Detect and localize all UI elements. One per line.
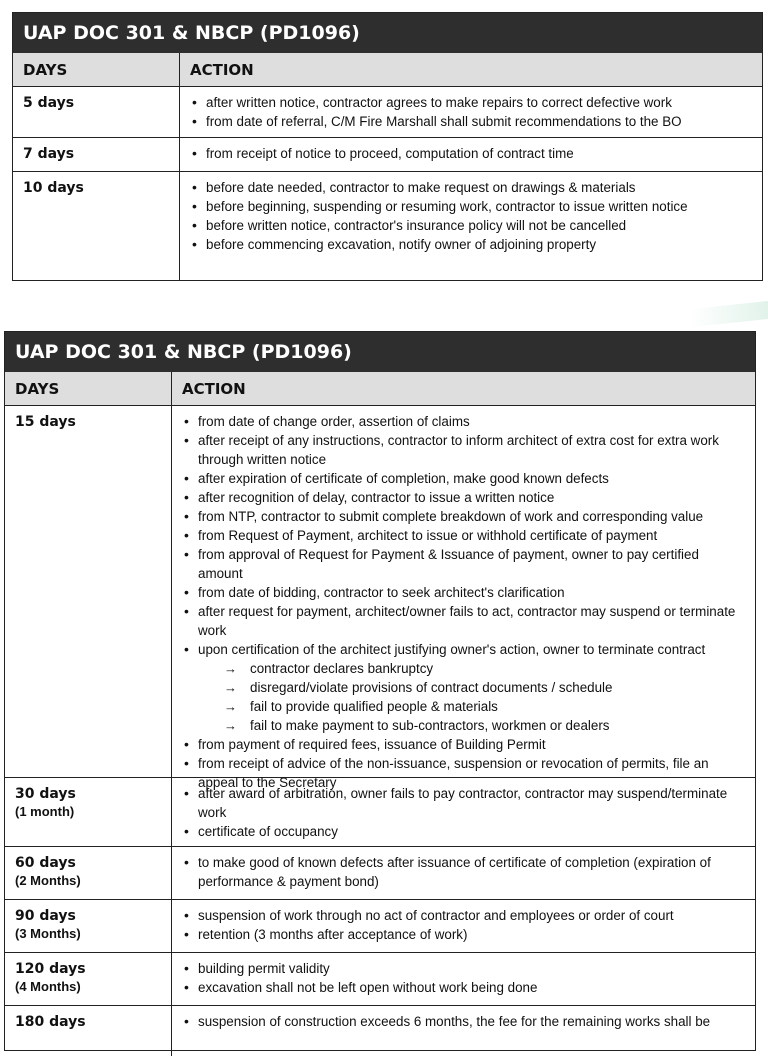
days-cell: 180 days (15, 1014, 86, 1030)
days-cell (5, 847, 171, 899)
days-sublabel: (2 Months) (15, 873, 81, 888)
list-item: • from receipt of notice to proceed, computation of contract time (206, 144, 754, 163)
table-title: UAP DOC 301 & NBCP (PD1096) (5, 332, 755, 372)
days-cell: 15 days (15, 414, 76, 430)
sub-list-item: → disregard/violate provisions of contract documents / schedule (198, 678, 747, 697)
action-cell (171, 1006, 755, 1056)
action-cell (171, 900, 755, 952)
action-cell (179, 87, 762, 137)
days-header: DAYS (23, 60, 68, 79)
list-item: • to make good of known defects after issuance of certificate of completion (expiration of performance & payment bond) (198, 853, 747, 891)
days-cell: 10 days (23, 180, 84, 196)
list-item: • before beginning, suspending or resuming work, contractor to issue written notice (206, 197, 754, 216)
list-item: • from date of bidding, contractor to seek architect's clarification (198, 583, 747, 602)
list-item: • before commencing excavation, notify owner of adjoining property (206, 235, 754, 254)
list-item: • suspension of work through no act of contractor and employees or order of court (198, 906, 747, 925)
list-item: • before written notice, contractor's insurance policy will not be cancelled (206, 216, 754, 235)
days-header: DAYS (15, 379, 60, 398)
action-cell (171, 778, 755, 846)
days-cell: 7 days (23, 146, 75, 162)
table-header (13, 53, 762, 87)
table-row (5, 847, 755, 900)
sub-list-item: → fail to make payment to sub-contractors, workmen or dealers (198, 716, 747, 735)
days-cell: 5 days (23, 95, 75, 111)
list-item: • building permit validity (198, 959, 747, 978)
list-item: • from receipt of advice of the non-issuance, suspension or revocation of permits, file an appeal to the Secretary (198, 754, 747, 792)
list-item: • from NTP, contractor to submit complete breakdown of work and corresponding value (198, 507, 747, 526)
list-item: • after receipt of any instructions, contractor to inform architect of extra cost for extra work through written notice (198, 431, 747, 469)
days-cell (5, 900, 171, 952)
list-item: • after written notice, contractor agrees to make repairs to correct defective work (206, 93, 754, 112)
days-label: 90 days (15, 908, 76, 924)
table-row (5, 900, 755, 953)
list-item: • from approval of Request for Payment & Issuance of payment, owner to pay certified amount (198, 545, 747, 583)
days-cell (5, 778, 171, 846)
table-row (13, 87, 762, 138)
corner-decoration (690, 301, 768, 327)
days-cell (5, 953, 171, 1005)
days-sublabel: (3 Months) (15, 926, 81, 941)
list-item: • certificate of occupancy (198, 822, 747, 841)
days-sublabel: (1 month) (15, 804, 75, 819)
list-item: • excavation shall not be left open without work being done (198, 978, 747, 997)
table-row (13, 172, 762, 280)
table-row (13, 138, 762, 172)
table-header (5, 372, 755, 406)
action-cell (179, 138, 762, 171)
list-item: • from date of change order, assertion of claims (198, 412, 747, 431)
action-cell (171, 953, 755, 1005)
list-item: • from date of referral, C/M Fire Marshall shall submit recommendations to the BO (206, 112, 754, 131)
action-header: ACTION (179, 53, 762, 86)
timeline-table-1 (12, 12, 763, 281)
table-row (5, 406, 755, 790)
sub-list-item: → contractor declares bankruptcy (198, 659, 747, 678)
days-label: 60 days (15, 855, 76, 871)
list-item: • upon certification of the architect justifying owner's action, owner to terminate contract (198, 640, 747, 659)
table-row (5, 953, 755, 1006)
sub-list-item: → fail to provide qualified people & materials (198, 697, 747, 716)
list-item: • retention (3 months after acceptance of work) (198, 925, 747, 944)
list-item: • before date needed, contractor to make request on drawings & materials (206, 178, 754, 197)
table-row (5, 1006, 755, 1056)
timeline-table-2 (4, 331, 756, 1051)
list-item: • from payment of required fees, issuance of Building Permit (198, 735, 747, 754)
list-item: • from Request of Payment, architect to issue or withhold certificate of payment (198, 526, 747, 545)
days-label: 30 days (15, 786, 76, 802)
action-cell (171, 847, 755, 899)
days-sublabel: (4 Months) (15, 979, 81, 994)
list-item: • after expiration of certificate of completion, make good known defects (198, 469, 747, 488)
action-cell (171, 406, 755, 790)
table-row (5, 778, 755, 847)
list-item: • after award of arbitration, owner fails to pay contractor, contractor may suspend/terminate work (198, 784, 747, 822)
list-item: • after recognition of delay, contractor to issue a written notice (198, 488, 747, 507)
action-header: ACTION (171, 372, 755, 405)
list-item: • suspension of construction exceeds 6 months, the fee for the remaining works shall be (198, 1012, 747, 1031)
table-title: UAP DOC 301 & NBCP (PD1096) (13, 13, 762, 53)
days-label: 120 days (15, 961, 86, 977)
action-cell (179, 172, 762, 280)
list-item: • after request for payment, architect/owner fails to act, contractor may suspend or terminate work (198, 602, 747, 640)
